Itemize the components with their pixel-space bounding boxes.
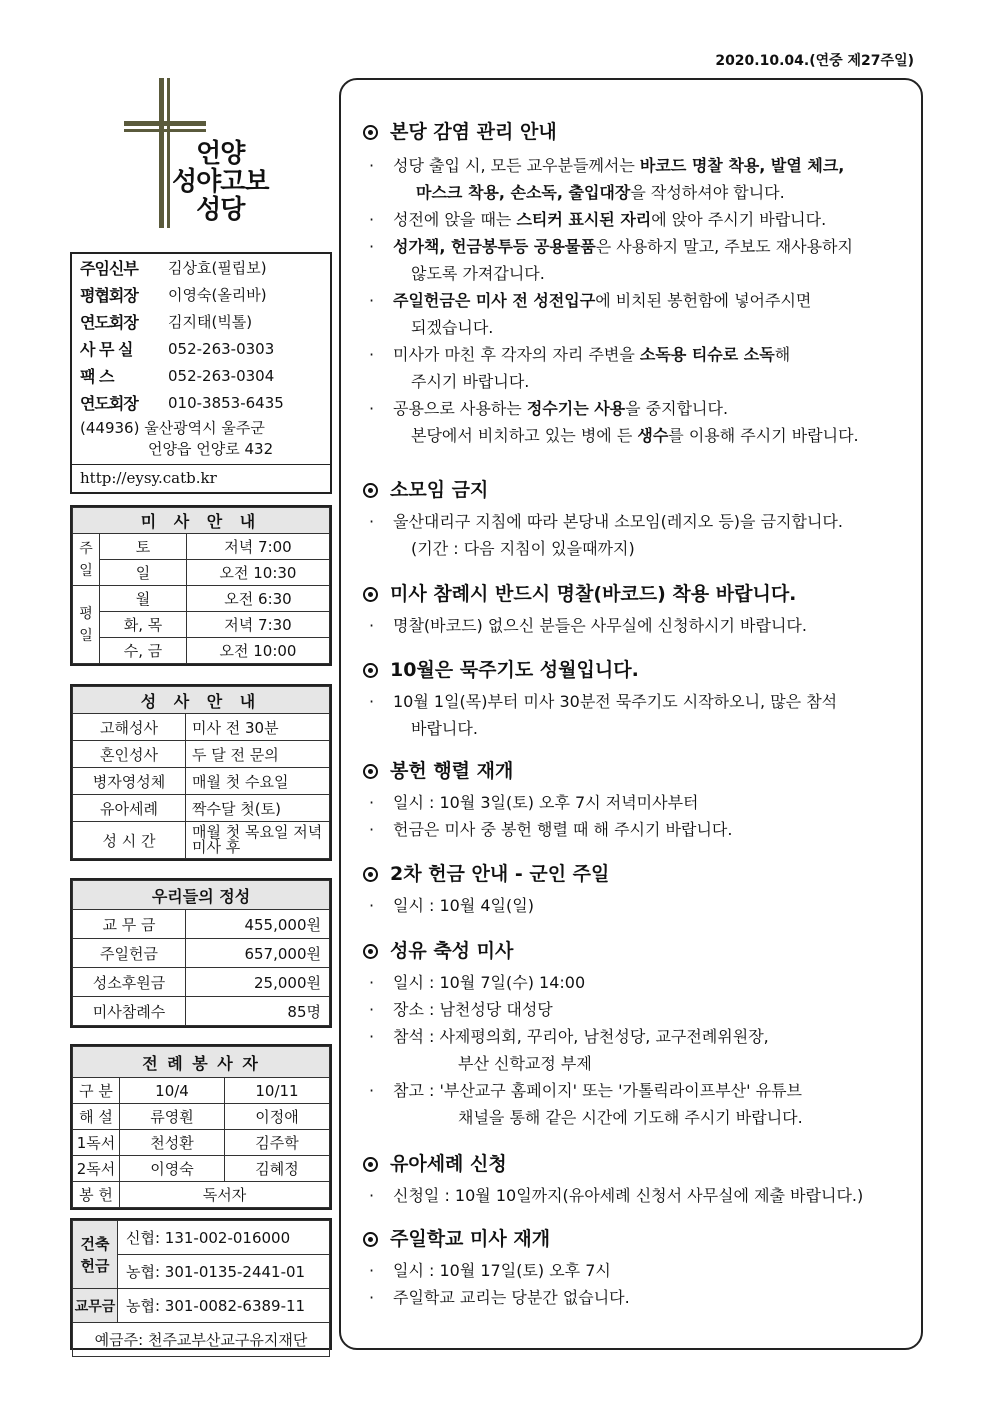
notice-title [363,1225,911,1253]
mass-time: 저녁 7:30 [187,612,330,638]
notice-item-text: 공용으로 사용하는 정수기는 사용을 중지합니다. [393,399,729,418]
bullet-icon [363,663,378,678]
server-name: 김주학 [225,1130,330,1156]
offerings-title: 우리들의 정성 [73,881,330,910]
item-dot-icon: · [369,616,375,635]
mass-day: 수, 금 [100,638,187,664]
servers-header-date2: 10/11 [225,1078,330,1104]
item-dot-icon: · [369,291,375,310]
contact-value: 052-263-0303 [168,339,275,358]
sacrament-time: 매월 첫 목요일 저녁미사 후 [186,822,330,859]
notice-item-text: 되겠습니다. [411,318,494,337]
bullet-icon [363,867,378,882]
bank-account: 농협: 301-0082-6389-11 [118,1289,330,1323]
liturgy-servers-table [70,1044,332,1210]
item-dot-icon: · [369,1261,375,1280]
notice-item-line [363,688,911,715]
sacrament-time: 미사 전 30분 [186,714,330,741]
contact-row [72,308,330,335]
contact-label: 주임신부 [80,259,138,278]
notice-item-text: 주일헌금은 미사 전 성전입구에 비치된 봉헌함에 넣어주시면 [393,291,812,310]
bulletin-date: 2020.10.04.(연중 제27주일) [715,53,914,69]
contact-label: 평협회장 [80,286,138,305]
bank-accounts [70,1218,332,1350]
notice-item-line [363,1077,911,1104]
server-name: 이영숙 [120,1156,225,1182]
servers-header-date1: 10/4 [120,1078,225,1104]
notice-item-text: 명찰(바코드) 없으신 분들은 사무실에 신청하시기 바랍니다. [393,616,807,635]
notice-item-text: 성당 출입 시, 모든 교우분들께서는 바코드 명찰 착용, 발열 체크, [393,156,845,175]
weekday-group-label: 평 일 [73,586,100,664]
address-line1: (44936) 울산광역시 울주군 [80,419,265,437]
mass-time: 오전 6:30 [187,586,330,612]
notice-item-line [363,1182,911,1209]
sacrament-time: 짝수달 첫(토) [186,795,330,822]
notice-section [363,118,911,449]
server-role: 2독서 [73,1156,120,1182]
bullet-icon [363,944,378,959]
parish-name [172,140,268,224]
notice-item-line [363,287,911,314]
contact-value: 이영숙(올리바) [168,286,267,304]
notice-item-text: 않도록 가져갑니다. [411,264,545,283]
notice-title [363,1150,911,1178]
notice-section [363,1225,911,1311]
contact-value: 김상효(필립보) [168,259,267,277]
mass-day: 토 [100,534,187,560]
offering-amount: 657,000원 [186,939,330,968]
contact-info-box [70,252,332,494]
bullet-icon [363,587,378,602]
bullet-icon [363,1232,378,1247]
notice-title-text: 성유 축성 미사 [390,940,514,962]
notice-section [363,937,911,1131]
notice-item-text: 성전에 앉을 때는 스티커 표시된 자리에 앉아 주시기 바랍니다. [393,210,827,229]
notice-item-line [363,395,911,422]
mass-schedule [70,505,332,666]
notice-title-text: 본당 감염 관리 안내 [390,121,557,143]
server-role: 1독서 [73,1130,120,1156]
dues-label: 교무금 [73,1289,118,1323]
item-dot-icon: · [369,210,375,229]
notice-title [363,580,911,608]
notice-section [363,860,911,919]
offering-name: 주일헌금 [73,939,186,968]
offering-amount: 455,000원 [186,910,330,939]
notice-item-line [363,152,911,179]
bullet-icon [363,125,378,140]
mass-time: 저녁 7:00 [187,534,330,560]
mass-day: 화, 목 [100,612,187,638]
sacrament-time: 두 달 전 문의 [186,741,330,768]
server-name: 독서자 [120,1182,330,1208]
offering-amount: 25,000원 [186,968,330,997]
notice-title-text: 미사 참례시 반드시 명찰(바코드) 착용 바랍니다. [390,583,797,605]
server-name: 천성환 [120,1130,225,1156]
item-dot-icon: · [369,1081,375,1100]
notice-title-text: 봉헌 행렬 재개 [390,760,514,782]
notice-title-text: 유아세례 신청 [390,1153,507,1175]
mass-time: 오전 10:00 [187,638,330,664]
notice-item-text: 주일학교 교리는 당분간 없습니다. [393,1288,630,1307]
notice-item-text: 일시 : 10월 7일(수) 14:00 [393,973,586,992]
notice-item-line [363,233,911,260]
notice-title-text: 2차 헌금 안내 - 군인 주일 [390,863,610,885]
address [72,418,330,460]
server-name: 이정애 [225,1104,330,1130]
sacrament-time: 매월 첫 수요일 [186,768,330,795]
bullet-icon [363,1157,378,1172]
notice-item-line [363,816,911,843]
contact-row [72,389,330,416]
item-dot-icon: · [369,399,375,418]
notice-item-text: 헌금은 미사 중 봉헌 행렬 때 해 주시기 바랍니다. [393,820,733,839]
parish-name-line1: 언양 [196,139,245,169]
notice-item-line [363,206,911,233]
website-link[interactable]: http://eysy.catb.kr [72,464,330,492]
bank-account: 신협: 131-002-016000 [118,1221,330,1255]
item-dot-icon: · [369,1288,375,1307]
notice-item-line [363,996,911,1023]
item-dot-icon: · [369,1186,375,1205]
item-dot-icon: · [369,1000,375,1019]
mass-day: 월 [100,586,187,612]
server-name: 김혜정 [225,1156,330,1182]
notice-item-line [363,179,911,206]
contact-value: 052-263-0304 [168,366,275,385]
item-dot-icon: · [369,237,375,256]
notice-item-line [363,789,911,816]
cross-icon-bar2 [124,129,206,132]
notices-panel [339,78,923,1350]
item-dot-icon: · [369,973,375,992]
notice-section [363,757,911,843]
contact-label: 연도회장 [80,394,138,413]
offerings-table [70,878,332,1028]
bullet-icon [363,764,378,779]
parish-name-line3: 성당 [196,195,245,225]
notice-title [363,118,911,146]
building-fund-label: 건축헌금 [73,1221,118,1289]
notice-item-line [363,535,911,562]
sacrament-title: 성 사 안 내 [73,687,330,714]
sacrament-name: 혼인성사 [73,741,186,768]
contact-label: 연도회장 [80,313,138,332]
notice-item-line [363,422,911,449]
notice-item-line [363,260,911,287]
contact-row [72,362,330,389]
sacrament-name: 성 시 간 [73,822,186,859]
contact-label: 사 무 실 [80,340,133,359]
item-dot-icon: · [369,820,375,839]
notice-item-line [363,892,911,919]
notice-title [363,860,911,888]
notice-item-text: 신청일 : 10월 10일까지(유아세례 신청서 사무실에 제출 바랍니다.) [393,1186,864,1205]
contact-value: 010-3853-6435 [168,393,284,412]
notice-title [363,937,911,965]
notice-title-text: 주일학교 미사 재개 [390,1228,551,1250]
sacrament-name: 고해성사 [73,714,186,741]
parish-name-line2: 성야고보 [172,167,269,197]
notice-item-text: 10월 1일(목)부터 미사 30분전 묵주기도 시작하오니, 많은 참석 [393,692,838,711]
notice-item-text: 주시기 바랍니다. [411,372,530,391]
notice-item-text: 장소 : 남천성당 대성당 [393,1000,553,1019]
sacrament-schedule [70,684,332,861]
notice-item-text: 일시 : 10월 4일(일) [393,896,534,915]
notice-item-text: 본당에서 비치하고 있는 병에 든 생수를 이용해 주시기 바랍니다. [411,426,859,445]
item-dot-icon: · [369,156,375,175]
servers-title: 전 례 봉 사 자 [73,1047,330,1078]
item-dot-icon: · [369,896,375,915]
notice-item-text: 채널을 통해 같은 시간에 기도해 주시기 바랍니다. [458,1108,803,1127]
servers-header-label: 구 분 [73,1078,120,1104]
cross-icon-bar [124,121,206,126]
notice-item-text: 바랍니다. [411,719,478,738]
notice-item-line [363,969,911,996]
notice-item-line [363,368,911,395]
notice-item-line [363,612,911,639]
notice-item-line [363,1023,911,1050]
account-holder: 예금주: 천주교부산교구유지재단 [73,1323,330,1357]
notice-item-line [363,1257,911,1284]
parish-logo [124,78,274,238]
server-name: 류영훤 [120,1104,225,1130]
notice-item-line [363,508,911,535]
item-dot-icon: · [369,793,375,812]
mass-day: 일 [100,560,187,586]
server-role: 봉 헌 [73,1182,120,1208]
mass-time: 오전 10:30 [187,560,330,586]
contact-value: 김지태(빅톨) [168,313,253,331]
notice-section [363,580,911,639]
notice-item-line [363,341,911,368]
notice-section [363,1150,911,1209]
notice-item-line [363,314,911,341]
notice-item-text: 마스크 착용, 손소독, 출입대장을 작성하셔야 합니다. [416,183,785,202]
offering-name: 교 무 금 [73,910,186,939]
item-dot-icon: · [369,1027,375,1046]
offering-name: 미사참례수 [73,997,186,1026]
notice-item-text: 성가책, 헌금봉투등 공용물품은 사용하지 말고, 주보도 재사용하지 [393,237,853,256]
notice-item-text: 부산 신학교정 부제 [458,1054,592,1073]
address-line2: 언양읍 언양로 432 [148,440,274,458]
sacrament-name: 병자영성체 [73,768,186,795]
notice-item-line [363,1050,911,1077]
contact-label: 팩 스 [80,367,114,386]
offering-name: 성소후원금 [73,968,186,997]
notice-item-text: 참고 : '부산교구 홈페이지' 또는 '가톨릭라이프부산' 유튜브 [393,1081,802,1100]
mass-title: 미 사 안 내 [73,508,330,534]
notice-title [363,656,911,684]
sacrament-name: 유아세례 [73,795,186,822]
notice-title-text: 소모임 금지 [390,479,489,501]
notice-item-text: 일시 : 10월 17일(토) 오후 7시 [393,1261,611,1280]
cross-icon-line [167,78,170,228]
notice-item-text: (기간 : 다음 지침이 있을때까지) [411,539,635,558]
cross-icon [159,78,164,228]
notice-item-line [363,1104,911,1131]
item-dot-icon: · [369,692,375,711]
bullet-icon [363,483,378,498]
notice-item-text: 울산대리구 지침에 따라 본당내 소모임(레지오 등)을 금지합니다. [393,512,843,531]
server-role: 해 설 [73,1104,120,1130]
offering-amount: 85명 [186,997,330,1026]
notice-section [363,476,911,562]
notice-item-text: 참석 : 사제평의회, 꾸리아, 남천성당, 교구전례위원장, [393,1027,769,1046]
notice-item-text: 일시 : 10월 3일(토) 오후 7시 저녁미사부터 [393,793,699,812]
contact-row [72,254,330,281]
item-dot-icon: · [369,345,375,364]
bank-account: 농협: 301-0135-2441-01 [118,1255,330,1289]
sunday-group-label: 주 일 [73,534,100,586]
notice-item-line [363,715,911,742]
item-dot-icon: · [369,512,375,531]
notice-section [363,656,911,742]
notice-item-text: 미사가 마친 후 각자의 자리 주변을 소독용 티슈로 소독해 [393,345,791,364]
contact-row [72,281,330,308]
notice-title [363,476,911,504]
notice-title-text: 10월은 묵주기도 성월입니다. [390,659,639,681]
contact-row [72,335,330,362]
notice-item-line [363,1284,911,1311]
notice-title [363,757,911,785]
